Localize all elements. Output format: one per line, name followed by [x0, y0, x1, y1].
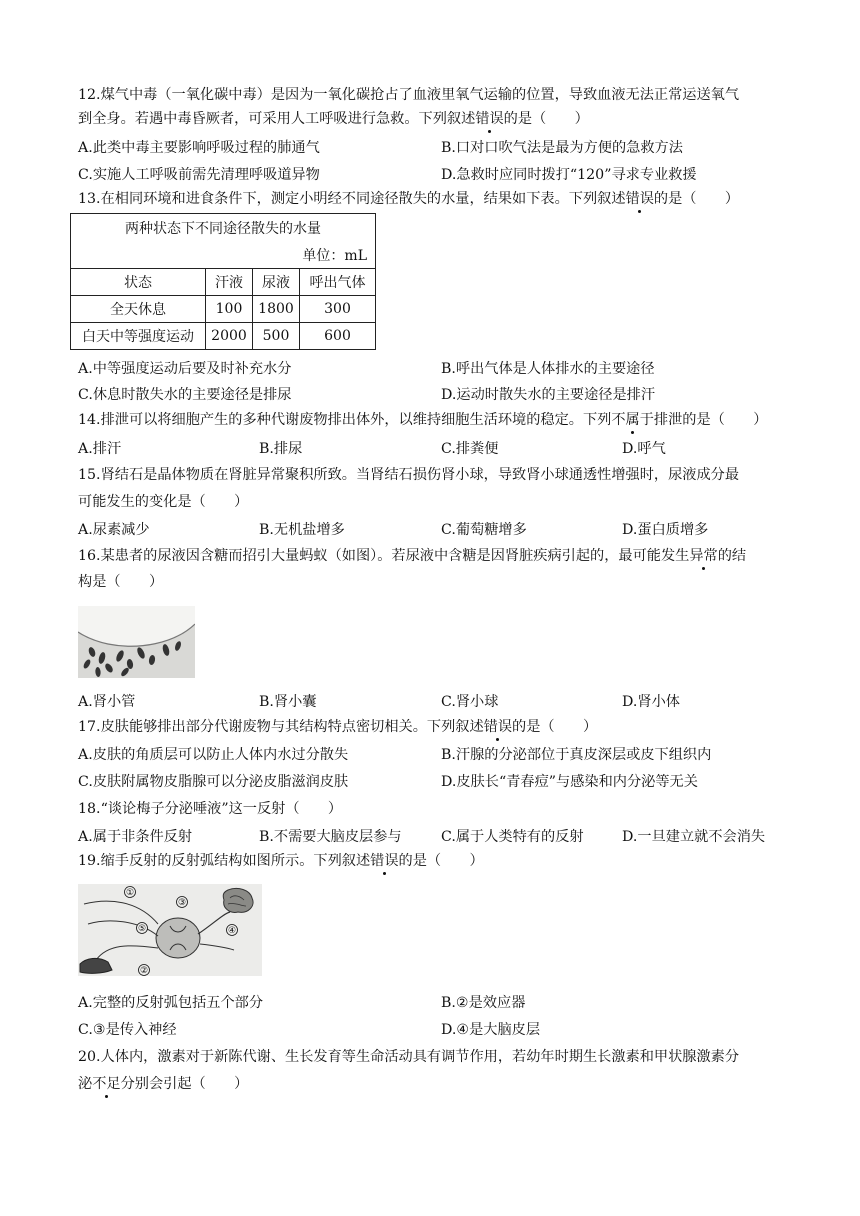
q18-option-a: A.属于非条件反射: [78, 829, 193, 845]
q17-option-a: A.皮肤的角质层可以防止人体内水过分散失: [78, 747, 349, 763]
q19-option-d: D.④是大脑皮层: [441, 1022, 541, 1038]
table-row: [71, 296, 376, 323]
q19-stem: 19.缩手反射的反射弧结构如图所示。下列叙述错误的是（ ）: [78, 853, 484, 869]
q16-stem-line1: 16.某患者的尿液因含糖而招引大量蚂蚁（如图）。若尿液中含糖是因肾脏疾病引起的，最可能发生异常的结: [78, 548, 747, 564]
q16-option-a: A.肾小管: [78, 694, 136, 710]
q13-option-d: D.运动时散失水的主要途径是排汗: [441, 387, 656, 403]
ants-urine-photo: [78, 606, 195, 678]
q17-option-d: D.皮肤长“青春痘”与感染和内分泌等无关: [441, 774, 698, 790]
emphasis-dots: 错误: [625, 191, 654, 207]
reflex-arc-diagram: [78, 884, 262, 976]
emphasis-dots: 错误: [475, 111, 504, 127]
table-header: 汗液: [206, 269, 253, 296]
q13-option-a: A.中等强度运动后要及时补充水分: [78, 361, 292, 377]
q13-stem: 13.在相同环境和进食条件下，测定小明经不同途径散失的水量，结果如下表。下列叙述错误的是（ ）: [78, 191, 740, 207]
q20-stem-line2: 泌不足分别会引起（ ）: [78, 1076, 249, 1092]
q16-option-b: B.肾小囊: [259, 694, 317, 710]
q19-option-b: B.②是效应器: [441, 995, 526, 1011]
q12-option-d: D.急救时应同时拨打“120”寻求专业救援: [441, 167, 697, 183]
q15-option-c: C.葡萄糖增多: [441, 522, 527, 538]
emphasis-dots: 不属于: [611, 412, 654, 428]
table-cell: 300: [300, 296, 376, 323]
emphasis-dots: 错误: [483, 719, 513, 735]
label-2: ②: [139, 966, 149, 976]
q12-option-c: C.实施人工呼吸前需先清理呼吸道异物: [78, 167, 320, 183]
table-cell: 白天中等强度运动: [71, 323, 206, 350]
table-cell: 100: [206, 296, 253, 323]
label-4: ④: [227, 926, 237, 936]
label-3: ③: [177, 898, 187, 908]
table-cell: 1800: [253, 296, 300, 323]
q18-stem: 18.“谈论梅子分泌唾液”这一反射（ ）: [78, 801, 343, 817]
q19-option-a: A.完整的反射弧包括五个部分: [78, 995, 264, 1011]
q20-stem-line1: 20.人体内，激素对于新陈代谢、生长发育等生命活动具有调节作用，若幼年时期生长激素和甲状腺激素分: [78, 1049, 740, 1065]
q15-option-b: B.无机盐增多: [259, 522, 345, 538]
emphasis-dots: 异常: [689, 548, 718, 564]
q14-option-a: A.排汗: [78, 441, 122, 457]
q17-option-c: C.皮肤附属物皮脂腺可以分泌皮脂滋润皮肤: [78, 774, 349, 790]
table-unit: 单位：mL: [71, 242, 376, 269]
table-header: 呼出气体: [300, 269, 376, 296]
q12-option-a: A.此类中毒主要影响呼吸过程的肺通气: [78, 140, 320, 156]
table-cell: 500: [253, 323, 300, 350]
table-cell: 600: [300, 323, 376, 350]
q15-option-a: A.尿素减少: [78, 522, 150, 538]
ants-photo-svg: [78, 606, 195, 678]
water-loss-table: [70, 213, 376, 350]
q15-stem-line2: 可能发生的变化是（ ）: [78, 494, 249, 510]
q16-stem-line2: 构是（ ）: [78, 574, 164, 590]
q17-option-b: B.汗腺的分泌部位于真皮深层或皮下组织内: [441, 747, 712, 763]
q12-option-b: B.口对口吹气法是最为方便的急救方法: [441, 140, 683, 156]
table-cell: 全天休息: [71, 296, 206, 323]
label-5: ⑤: [137, 924, 147, 934]
table-header: 尿液: [253, 269, 300, 296]
table-header-row: [71, 269, 376, 296]
q16-option-c: C.肾小球: [441, 694, 499, 710]
q18-option-c: C.属于人类特有的反射: [441, 829, 584, 845]
q15-option-d: D.蛋白质增多: [622, 522, 709, 538]
emphasis-dots: 不足: [92, 1076, 121, 1092]
q12-stem-line1: 12.煤气中毒（一氧化碳中毒）是因为一氧化碳抢占了血液里氧气运输的位置，导致血液无法正常运送氧气: [78, 87, 740, 103]
table-row: [71, 323, 376, 350]
q14-option-d: D.呼气: [622, 441, 666, 457]
table-header: 状态: [71, 269, 206, 296]
q13-option-c: C.休息时散失水的主要途径是排尿: [78, 387, 292, 403]
reflex-arc-svg: [78, 884, 262, 976]
q14-option-b: B.排尿: [259, 441, 303, 457]
q13-option-b: B.呼出气体是人体排水的主要途径: [441, 361, 655, 377]
q18-option-b: B.不需要大脑皮层参与: [259, 829, 402, 845]
emphasis-dots: 错误: [370, 853, 399, 869]
q14-stem: 14.排泄可以将细胞产生的多种代谢废物排出体外，以维持细胞生活环境的稳定。下列不属于排泄的是（ ）: [78, 412, 768, 428]
q14-option-c: C.排粪便: [441, 441, 499, 457]
q17-stem: 17.皮肤能够排出部分代谢废物与其结构特点密切相关。下列叙述错误的是（ ）: [78, 719, 598, 735]
q18-option-d: D.一旦建立就不会消失: [622, 829, 766, 845]
table-cell: 2000: [206, 323, 253, 350]
q16-option-d: D.肾小体: [622, 694, 680, 710]
table-caption: 两种状态下不同途径散失的水量: [71, 214, 376, 243]
q19-option-c: C.③是传入神经: [78, 1022, 177, 1038]
q12-stem-line2: 到全身。若遇中毒昏厥者，可采用人工呼吸进行急救。下列叙述错误的是（ ）: [78, 111, 589, 127]
q15-stem-line1: 15.肾结石是晶体物质在肾脏异常聚积所致。当肾结石损伤肾小球，导致肾小球通透性增强时，尿液成分最: [78, 467, 740, 483]
label-1: ①: [125, 888, 135, 898]
